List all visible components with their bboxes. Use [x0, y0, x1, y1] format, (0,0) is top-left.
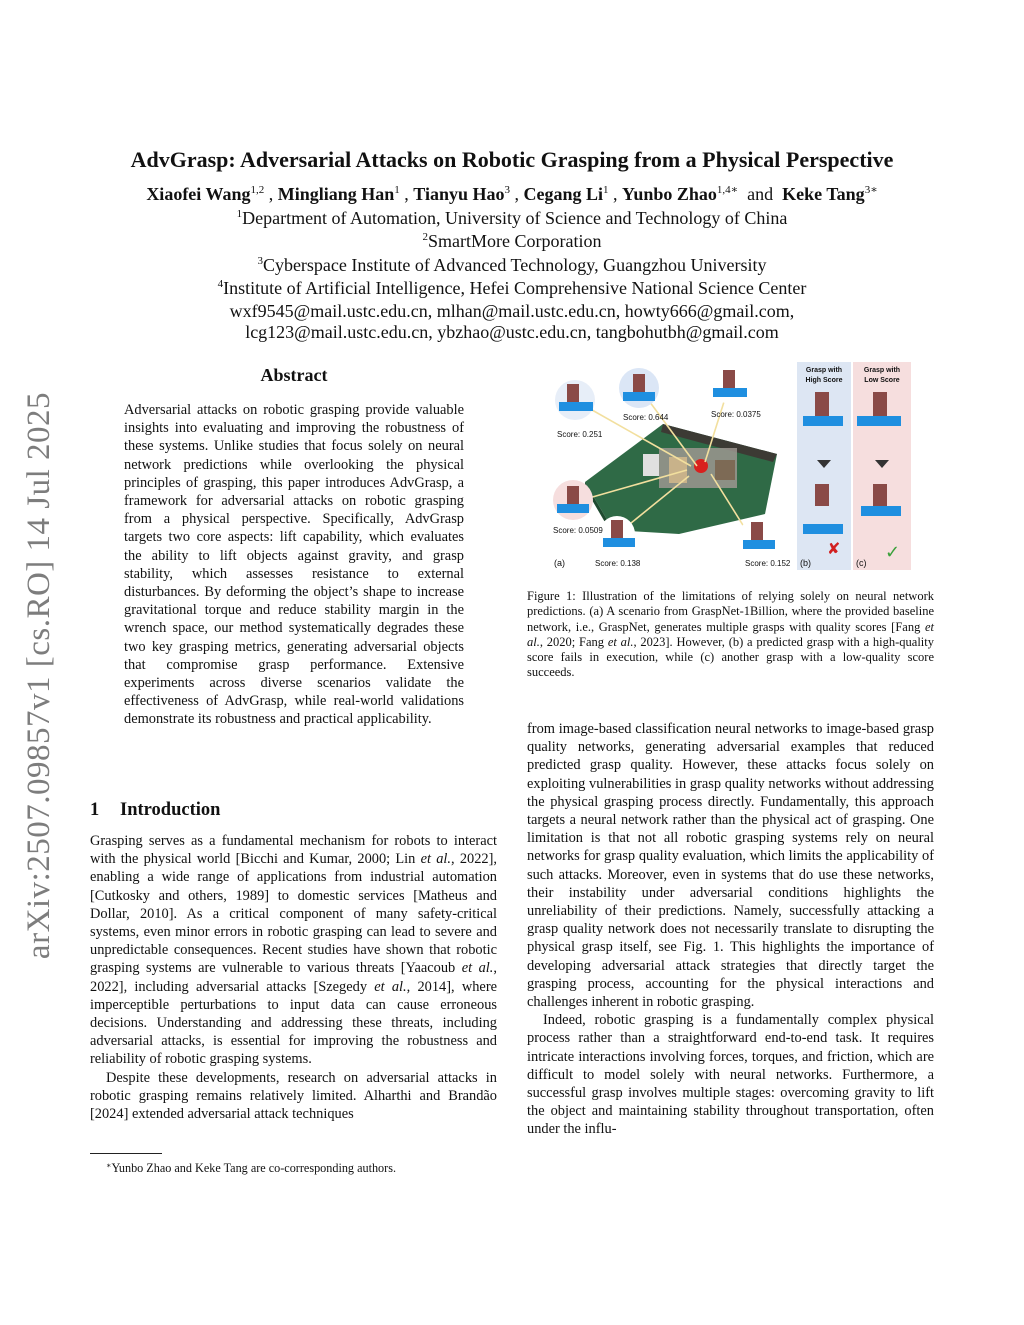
email-line[interactable]: lcg123@mail.ustc.edu.cn, ybzhao@ustc.edu.cn, tangbohutbh@gmail.com [245, 322, 779, 342]
panel-b-title: High Score [805, 377, 843, 384]
grasp-score-label: Score: 0.138 [595, 559, 641, 568]
abstract-heading: Abstract [260, 365, 328, 385]
body-paragraph: from image-based classification neural networks to image-based grasp quality networks, generating adversarial examples that reduced predicted grasp quality. However, these attacks focus solely on exploiting vulnerabilities in grasp quality networks without addressing the physical grasping process directly. Fundamentally, this approach targets a neural network rather than the physical act of grasping. One limitation is that not all robotic grasping systems rely on neural networks for grasp quality evaluation, which limits the applicability of such attacks. Moreover, even in systems that do use these networks, their instability under adversarial conditions highlights the unreliability of their predictions. Namely, successfully attacking a grasp quality network does not necessarily translate to disrupting the physical grasp itself, see Fig. 1. This highlights the importance of developing adversarial attack strategies that directly target the grasping process, accounting for the physical interactions and challenges inherent in robotic grasping. [527, 721, 934, 1011]
section-heading [90, 800, 220, 821]
figure-1 [551, 362, 911, 570]
panel-b-title: Grasp with [805, 367, 843, 374]
author-affil-mark: 3∗ [864, 184, 878, 196]
author-name: Keke Tang [782, 184, 865, 204]
fail-icon: ✘ [827, 541, 841, 558]
panel-c-label: (c) [856, 558, 867, 568]
success-icon: ✓ [885, 542, 901, 562]
arxiv-identifier: arXiv:2507.09857v1 [cs.RO] 14 Jul 2025 [21, 391, 58, 959]
panel-c-title: Grasp with [863, 367, 901, 374]
author-name: Xiaofei Wang [146, 184, 251, 204]
grasp-score-label: Score: 0.644 [623, 413, 669, 422]
author-affil-mark: 1,4∗ [716, 184, 739, 196]
authors-conjunction: and [747, 184, 774, 204]
author-list: Xiaofei Wang$^{1,2}$ , Mingliang Han$^1$ , Tianyu Hao$^3$ , Cegang Li$^1$ , Yunbo Zhao$^{1,4∗}$ and Keke Tang$^{3∗}$ [146, 184, 878, 204]
author-name: Tianyu Hao [413, 184, 505, 204]
affiliation: $^3$Cyberspace Institute of Advanced Technology, Guangzhou University [257, 255, 767, 275]
author-name: Yunbo Zhao [622, 184, 717, 204]
author-name: Mingliang Han [277, 184, 395, 204]
affiliation: $^2$SmartMore Corporation [422, 231, 602, 251]
email-line[interactable]: wxf9545@mail.ustc.edu.cn, mlhan@mail.ustc.edu.cn, howty666@gmail.com, [229, 301, 795, 321]
footnote-divider [90, 1153, 162, 1154]
section-number: 1 [90, 800, 100, 820]
grasp-score-label: Score: 0.0375 [711, 410, 761, 419]
figure-caption: Figure 1: Illustration of the limitations of relying solely on neural network predictions. (a) A scenario from GraspNet-1Billion, where the provided baseline network, i.e., GraspNet, generates multiple grasps with quality scores [Fang et al., 2020; Fang et al., 2023]. However, (b) a predicted grasp with a high-quality score fails in execution, while (c) another grasp with a low-quality score succeeds. [527, 589, 934, 680]
intro-right-column [527, 720, 934, 1139]
footnote: ∗Yunbo Zhao and Keke Tang are co-corresponding authors. [106, 1161, 396, 1175]
author-affil-mark: 3 [504, 184, 510, 196]
figure-illustration [551, 362, 911, 570]
grasp-score-label: Score: 0.0509 [553, 526, 603, 535]
author-affil-mark: 1,2 [250, 184, 265, 196]
author-name: Cegang Li [523, 184, 604, 204]
panel-b-label: (b) [800, 558, 811, 568]
affiliation: $^4$Institute of Artificial Intelligence, Hefei Comprehensive National Science Center [217, 278, 807, 298]
grasp-score-label: Score: 0.152 [745, 559, 791, 568]
affiliation: $^1$Department of Automation, University of Science and Technology of China [236, 208, 788, 228]
body-paragraph: Indeed, robotic grasping is a fundamentally complex physical process rather than a straightforward end-to-end task. It requires intricate interactions involving forces, torques, and friction, which are difficult to model solely with neural networks. Furthermore, a successful grasp involves multiple stages: overcoming gravity to lift the object and maintaining stability throughout transportation, often under the influ- [527, 1012, 934, 1138]
panel-c-title: Low Score [864, 377, 900, 384]
author-affil-mark: 1 [603, 184, 609, 196]
grasp-score-label: Score: 0.251 [557, 430, 603, 439]
panel-a-label: (a) [554, 558, 565, 568]
intro-left-column [90, 832, 497, 1123]
intro-paragraph: Despite these developments, research on adversarial attacks in robotic grasping remains relatively limited. Alharthi and Brandão [2024] extended adversarial attack techniques [90, 1069, 497, 1123]
abstract-body: Adversarial attacks on robotic grasping provide valuable insights into evaluating and improving the robustness of these systems. Unlike studies that focus solely on neural network predictions while overlooking the physical principles of grasping, this paper introduces AdvGrasp, a framework for adversarial attacks on robotic grasping from a physical perspective. Specifically, AdvGrasp targets two core aspects: lift capability, which evaluates the ability to lift objects against gravity, and grasp stability, which assesses resistance to external disturbances. By deforming the object’s shape to increase gravitational torque and reduce stability margin in the wrench space, our method systematically degrades these two key grasping metrics, generating adversarial objects that compromise grasp performance. Extensive experiments across diverse scenarios validate the effectiveness of AdvGrasp, while real-world validations demonstrate its robustness and practical applicability. [124, 402, 464, 728]
section-title: Introduction [120, 800, 221, 820]
paper-title: AdvGrasp: Adversarial Attacks on Robotic Grasping from a Physical Perspective [130, 147, 894, 172]
author-affil-mark: 1 [394, 184, 400, 196]
intro-paragraph: Grasping serves as a fundamental mechanism for robots to interact with the physical world [Bicchi and Kumar, 2000; Lin et al., 2022], enabling a wide range of applications from industrial automation [Cutkosky and others, 1989] to domestic services [Matheus and Dollar, 2010]. As a critical component of many safety-critical systems, even minor errors in robotic grasping can lead to severe and unpredictable consequences. Recent studies have shown that robotic grasping systems are vulnerable to various threats [Yaacoub et al., 2022], including adversarial attacks [Szegedy et al., 2014], where imperceptible perturbations to input data can cause erroneous decisions. Understanding and addressing these threats, including adversarial attacks, is essential for improving the robustness and reliability of robotic grasping systems. [90, 833, 497, 1068]
